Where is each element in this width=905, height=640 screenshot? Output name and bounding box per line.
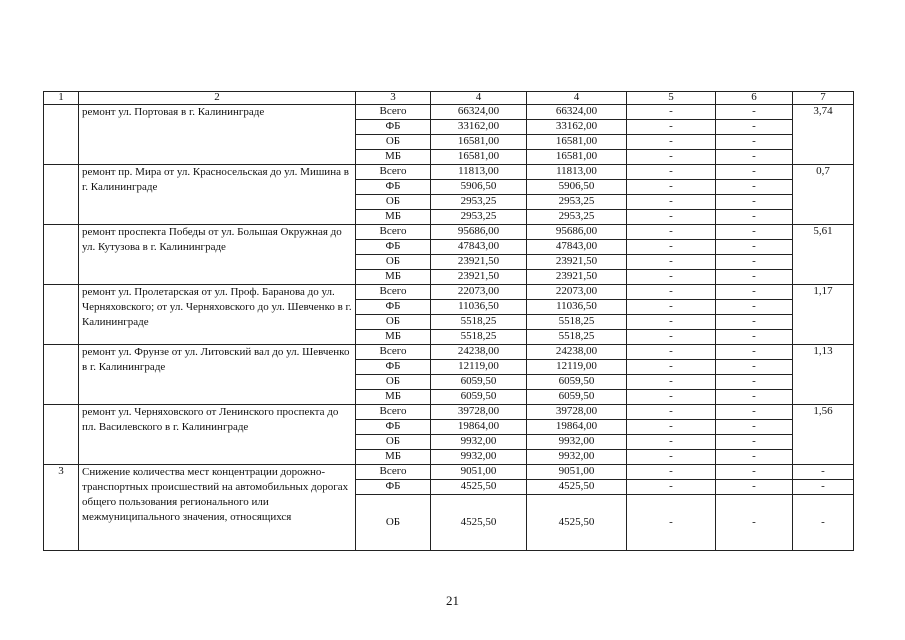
fund-source-cell: ФБ xyxy=(356,120,431,135)
row-number-cell xyxy=(44,345,79,405)
fund-source-cell: Всего xyxy=(356,405,431,420)
value-cell: - xyxy=(627,495,716,551)
value-cell: - xyxy=(716,270,793,285)
column-header: 3 xyxy=(356,92,431,105)
value-cell: - xyxy=(627,315,716,330)
amount-cell: 24238,00 xyxy=(431,345,527,360)
amount-cell: 5906,50 xyxy=(431,180,527,195)
description-cell: ремонт ул. Фрунзе от ул. Литовский вал до ул. Шевченко в г. Калининграде xyxy=(79,345,356,405)
description-cell: ремонт проспекта Победы от ул. Большая Окружная до ул. Кутузова в г. Калининграде xyxy=(79,225,356,285)
indicator-cell: - xyxy=(793,480,854,495)
amount-cell: 33162,00 xyxy=(527,120,627,135)
fund-source-cell: ФБ xyxy=(356,240,431,255)
value-cell: - xyxy=(627,120,716,135)
amount-cell: 2953,25 xyxy=(527,210,627,225)
amount-cell: 5518,25 xyxy=(527,315,627,330)
value-cell: - xyxy=(627,390,716,405)
amount-cell: 24238,00 xyxy=(527,345,627,360)
fund-source-cell: Всего xyxy=(356,165,431,180)
amount-cell: 19864,00 xyxy=(527,420,627,435)
amount-cell: 4525,50 xyxy=(527,480,627,495)
row-number-cell xyxy=(44,105,79,165)
value-cell: - xyxy=(716,135,793,150)
amount-cell: 95686,00 xyxy=(431,225,527,240)
amount-cell: 12119,00 xyxy=(431,360,527,375)
amount-cell: 19864,00 xyxy=(431,420,527,435)
amount-cell: 9051,00 xyxy=(431,465,527,480)
budget-table xyxy=(43,91,854,551)
amount-cell: 6059,50 xyxy=(527,390,627,405)
value-cell: - xyxy=(716,315,793,330)
fund-source-cell: Всего xyxy=(356,105,431,120)
fund-source-cell: ОБ xyxy=(356,135,431,150)
value-cell: - xyxy=(716,210,793,225)
fund-source-cell: МБ xyxy=(356,450,431,465)
table-row xyxy=(44,345,854,360)
value-cell: - xyxy=(716,420,793,435)
value-cell: - xyxy=(716,450,793,465)
amount-cell: 4525,50 xyxy=(431,495,527,551)
value-cell: - xyxy=(716,495,793,551)
value-cell: - xyxy=(716,360,793,375)
fund-source-cell: ФБ xyxy=(356,480,431,495)
amount-cell: 5906,50 xyxy=(527,180,627,195)
value-cell: - xyxy=(716,120,793,135)
value-cell: - xyxy=(716,375,793,390)
fund-source-cell: Всего xyxy=(356,465,431,480)
value-cell: - xyxy=(716,345,793,360)
description-cell: Снижение количества мест концентрации дорожно-транспортных происшествий на автомобильных дорогах общего пользования регионального или межмуниципального значения, относящихся xyxy=(79,465,356,551)
amount-cell: 66324,00 xyxy=(527,105,627,120)
value-cell: - xyxy=(627,240,716,255)
column-header: 5 xyxy=(627,92,716,105)
indicator-cell: - xyxy=(793,495,854,551)
value-cell: - xyxy=(716,195,793,210)
value-cell: - xyxy=(627,225,716,240)
amount-cell: 22073,00 xyxy=(431,285,527,300)
amount-cell: 16581,00 xyxy=(431,135,527,150)
page-number: 21 xyxy=(446,593,459,608)
value-cell: - xyxy=(627,420,716,435)
fund-source-cell: ОБ xyxy=(356,195,431,210)
amount-cell: 23921,50 xyxy=(431,270,527,285)
value-cell: - xyxy=(716,300,793,315)
amount-cell: 23921,50 xyxy=(527,255,627,270)
column-header: 2 xyxy=(79,92,356,105)
amount-cell: 39728,00 xyxy=(527,405,627,420)
fund-source-cell: МБ xyxy=(356,390,431,405)
fund-source-cell: МБ xyxy=(356,270,431,285)
fund-source-cell: Всего xyxy=(356,285,431,300)
amount-cell: 47843,00 xyxy=(527,240,627,255)
value-cell: - xyxy=(627,135,716,150)
value-cell: - xyxy=(716,435,793,450)
fund-source-cell: ФБ xyxy=(356,180,431,195)
row-number-cell xyxy=(44,165,79,225)
amount-cell: 22073,00 xyxy=(527,285,627,300)
amount-cell: 16581,00 xyxy=(527,135,627,150)
value-cell: - xyxy=(716,240,793,255)
fund-source-cell: ОБ xyxy=(356,315,431,330)
amount-cell: 5518,25 xyxy=(431,330,527,345)
fund-source-cell: ОБ xyxy=(356,435,431,450)
fund-source-cell: Всего xyxy=(356,225,431,240)
value-cell: - xyxy=(627,150,716,165)
amount-cell: 9932,00 xyxy=(431,435,527,450)
amount-cell: 2953,25 xyxy=(431,195,527,210)
amount-cell: 6059,50 xyxy=(431,390,527,405)
description-cell: ремонт ул. Черняховского от Ленинского проспекта до пл. Василевского в г. Калининграде xyxy=(79,405,356,465)
description-cell: ремонт ул. Портовая в г. Калининграде xyxy=(79,105,356,165)
table-row xyxy=(44,165,854,180)
table-row xyxy=(44,285,854,300)
row-number-cell: 3 xyxy=(44,465,79,551)
amount-cell: 5518,25 xyxy=(431,315,527,330)
amount-cell: 11813,00 xyxy=(431,165,527,180)
table-header-row xyxy=(44,92,854,105)
indicator-cell: - xyxy=(793,465,854,480)
fund-source-cell: ОБ xyxy=(356,255,431,270)
value-cell: - xyxy=(716,330,793,345)
value-cell: - xyxy=(716,285,793,300)
value-cell: - xyxy=(627,330,716,345)
value-cell: - xyxy=(627,360,716,375)
amount-cell: 23921,50 xyxy=(431,255,527,270)
amount-cell: 6059,50 xyxy=(527,375,627,390)
row-number-cell xyxy=(44,285,79,345)
value-cell: - xyxy=(716,390,793,405)
value-cell: - xyxy=(716,255,793,270)
amount-cell: 4525,50 xyxy=(527,495,627,551)
value-cell: - xyxy=(627,210,716,225)
value-cell: - xyxy=(716,105,793,120)
fund-source-cell: МБ xyxy=(356,330,431,345)
fund-source-cell: Всего xyxy=(356,345,431,360)
amount-cell: 33162,00 xyxy=(431,120,527,135)
value-cell: - xyxy=(716,180,793,195)
description-cell: ремонт ул. Пролетарская от ул. Проф. Баранова до ул. Черняховского; от ул. Черняховского до ул. Шевченко в г. Калининграде xyxy=(79,285,356,345)
column-header: 1 xyxy=(44,92,79,105)
fund-source-cell: ФБ xyxy=(356,300,431,315)
value-cell: - xyxy=(627,255,716,270)
table-row xyxy=(44,225,854,240)
amount-cell: 2953,25 xyxy=(527,195,627,210)
table-row xyxy=(44,465,854,480)
indicator-cell: 3,74 xyxy=(793,105,854,165)
value-cell: - xyxy=(627,450,716,465)
value-cell: - xyxy=(627,180,716,195)
value-cell: - xyxy=(716,480,793,495)
fund-source-cell: МБ xyxy=(356,210,431,225)
column-header: 4 xyxy=(527,92,627,105)
description-cell: ремонт пр. Мира от ул. Красносельская до ул. Мишина в г. Калининграде xyxy=(79,165,356,225)
value-cell: - xyxy=(627,405,716,420)
row-number-cell xyxy=(44,405,79,465)
amount-cell: 47843,00 xyxy=(431,240,527,255)
fund-source-cell: ФБ xyxy=(356,360,431,375)
amount-cell: 16581,00 xyxy=(431,150,527,165)
amount-cell: 23921,50 xyxy=(527,270,627,285)
value-cell: - xyxy=(716,150,793,165)
amount-cell: 16581,00 xyxy=(527,150,627,165)
indicator-cell: 1,56 xyxy=(793,405,854,465)
value-cell: - xyxy=(627,435,716,450)
value-cell: - xyxy=(627,465,716,480)
value-cell: - xyxy=(627,300,716,315)
fund-source-cell: ОБ xyxy=(356,495,431,551)
table-row xyxy=(44,405,854,420)
value-cell: - xyxy=(627,105,716,120)
value-cell: - xyxy=(627,165,716,180)
amount-cell: 66324,00 xyxy=(431,105,527,120)
value-cell: - xyxy=(716,225,793,240)
fund-source-cell: ФБ xyxy=(356,420,431,435)
fund-source-cell: МБ xyxy=(356,150,431,165)
amount-cell: 11036,50 xyxy=(527,300,627,315)
fund-source-cell: ОБ xyxy=(356,375,431,390)
amount-cell: 12119,00 xyxy=(527,360,627,375)
amount-cell: 39728,00 xyxy=(431,405,527,420)
indicator-cell: 1,17 xyxy=(793,285,854,345)
row-number-cell xyxy=(44,225,79,285)
value-cell: - xyxy=(716,465,793,480)
amount-cell: 9051,00 xyxy=(527,465,627,480)
amount-cell: 9932,00 xyxy=(527,450,627,465)
amount-cell: 4525,50 xyxy=(431,480,527,495)
amount-cell: 6059,50 xyxy=(431,375,527,390)
value-cell: - xyxy=(627,285,716,300)
table-row xyxy=(44,105,854,120)
amount-cell: 11813,00 xyxy=(527,165,627,180)
value-cell: - xyxy=(627,345,716,360)
value-cell: - xyxy=(627,270,716,285)
column-header: 7 xyxy=(793,92,854,105)
indicator-cell: 0,7 xyxy=(793,165,854,225)
amount-cell: 9932,00 xyxy=(527,435,627,450)
value-cell: - xyxy=(627,480,716,495)
indicator-cell: 5,61 xyxy=(793,225,854,285)
amount-cell: 11036,50 xyxy=(431,300,527,315)
amount-cell: 2953,25 xyxy=(431,210,527,225)
value-cell: - xyxy=(716,405,793,420)
value-cell: - xyxy=(716,165,793,180)
indicator-cell: 1,13 xyxy=(793,345,854,405)
amount-cell: 5518,25 xyxy=(527,330,627,345)
column-header: 4 xyxy=(431,92,527,105)
amount-cell: 95686,00 xyxy=(527,225,627,240)
value-cell: - xyxy=(627,375,716,390)
value-cell: - xyxy=(627,195,716,210)
column-header: 6 xyxy=(716,92,793,105)
amount-cell: 9932,00 xyxy=(431,450,527,465)
